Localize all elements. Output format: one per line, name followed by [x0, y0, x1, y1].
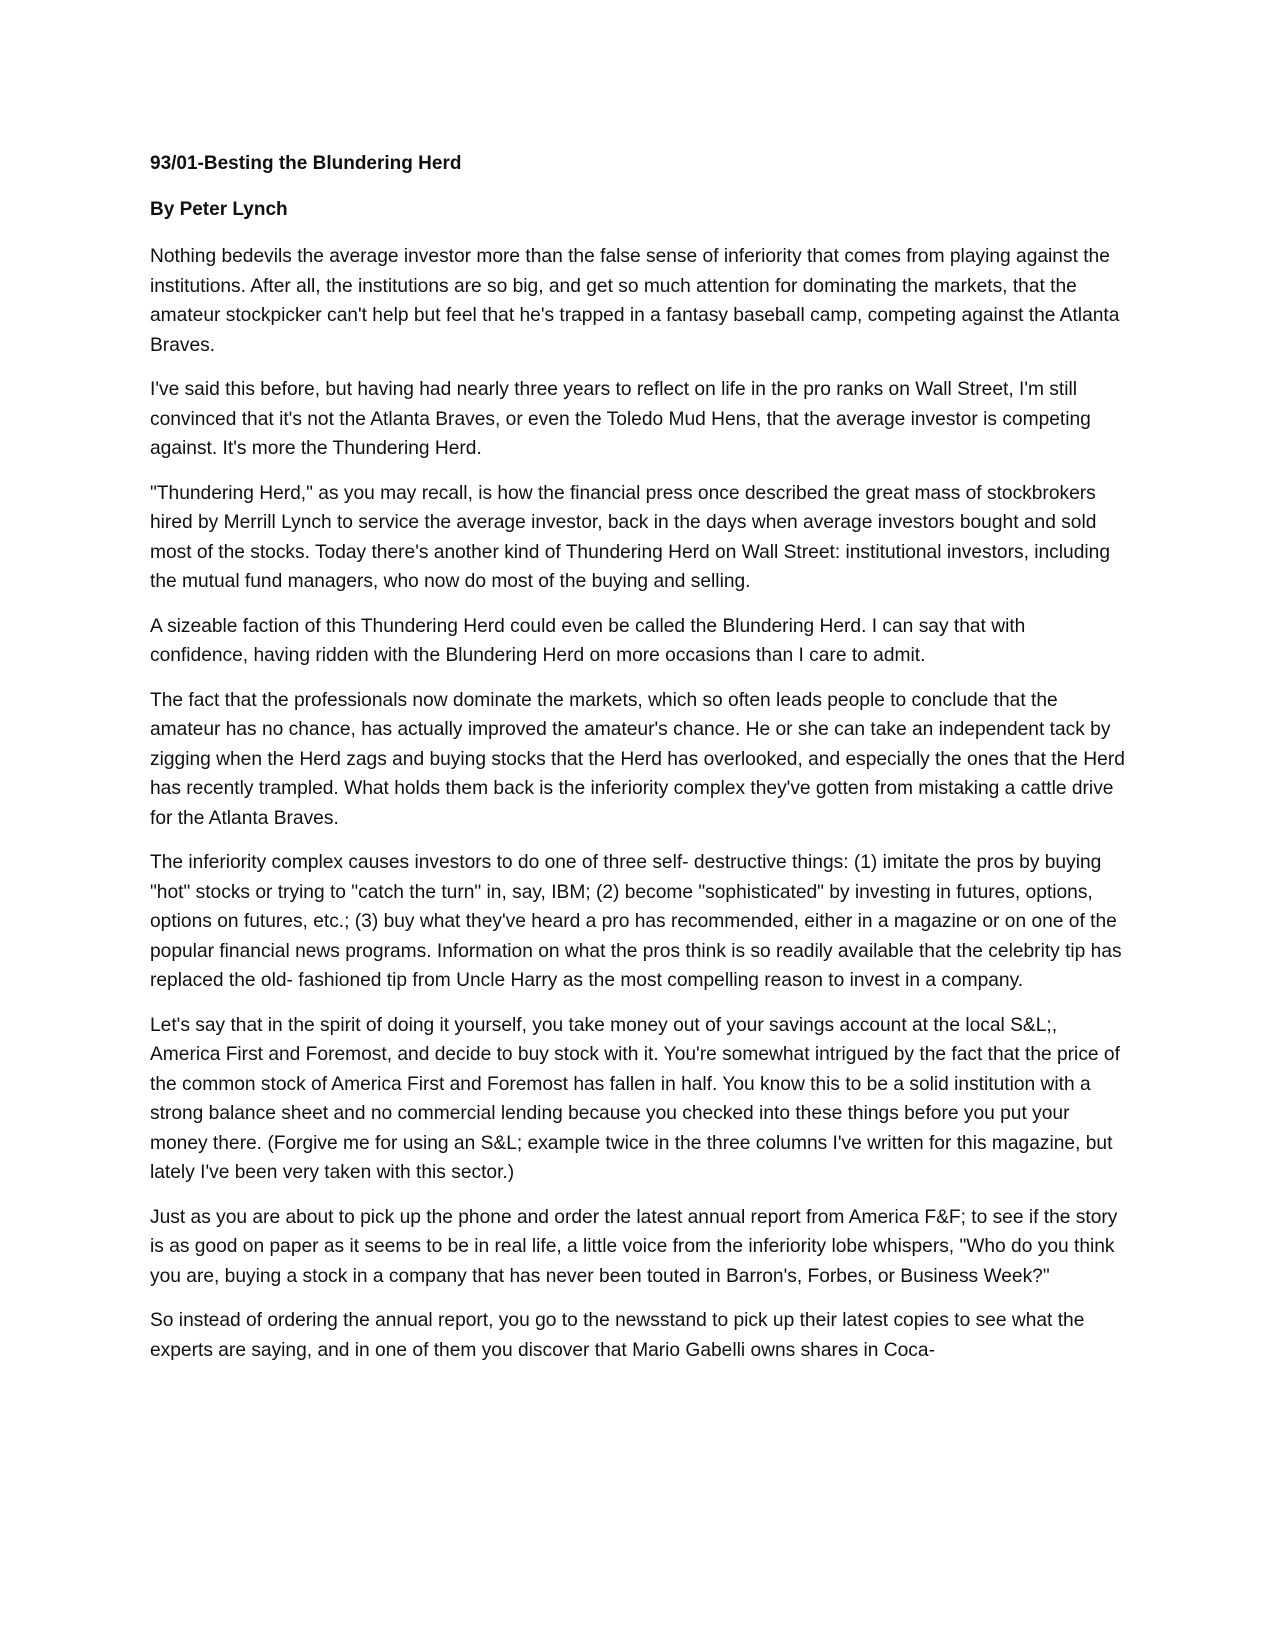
- paragraph: A sizeable faction of this Thundering Herd could even be called the Blundering Herd. I can say that with confidence, having ridden with the Blundering Herd on more occasions than I care to admit.: [150, 615, 1026, 666]
- paragraph: Let's say that in the spirit of doing it yourself, you take money out of your savings account at the local S&L;, America First and Foremost, and decide to buy stock with it. You're somewhat intrigued by the fact that the price of the common stock of America First and Foremost has fallen in half. You know this to be a solid institution with a strong balance sheet and no commercial lending because you checked into these things before you put your money there. (Forgive me for using an S&L; example twice in the three columns I've written for this magazine, but lately I've been very taken with this sector.): [150, 1014, 1120, 1183]
- paragraph: The fact that the professionals now dominate the markets, which so often leads people to conclude that the amateur has no chance, has actually improved the amateur's chance. He or she can take an independent tack by zigging when the Herd zags and buying stocks that the Herd has overlooked, and especially the ones that the Herd has recently trampled. What holds them back is the inferiority complex they've gotten from mistaking a cattle drive for the Atlanta Braves.: [150, 689, 1125, 829]
- article-title: 93/01-Besting the Blundering Herd: [150, 153, 462, 174]
- paragraph: I've said this before, but having had nearly three years to reflect on life in the pro ranks on Wall Street, I'm still convinced that it's not the Atlanta Braves, or even the Toledo Mud Hens, that the average investor is competing against. It's more the Thundering Herd.: [150, 379, 1091, 459]
- article-body: [150, 150, 1125, 1380]
- article-byline: By Peter Lynch: [150, 199, 288, 220]
- paragraph: Just as you are about to pick up the phone and order the latest annual report from America F&F; to see if the story is as good on paper as it seems to be in real life, a little voice from the inferiority lobe whispers, "Who do you think you are, buying a stock in a company that has never been touted in Barron's, Forbes, or Business Week?": [150, 1206, 1118, 1287]
- paragraph: So instead of ordering the annual report, you go to the newsstand to pick up their latest copies to see what the experts are saying, and in one of them you discover that Mario Gabelli owns shares in Coca-: [150, 1310, 1085, 1361]
- paragraph: "Thundering Herd," as you may recall, is how the financial press once described the great mass of stockbrokers hired by Merrill Lynch to service the average investor, back in the days when average investors bought and sold most of the stocks. Today there's another kind of Thundering Herd on Wall Street: institutional investors, including the mutual fund managers, who now do most of the buying and selling.: [150, 482, 1110, 592]
- paragraph: The inferiority complex causes investors to do one of three self- destructive things: (1) imitate the pros by buying "hot" stocks or trying to "catch the turn" in, say, IBM; (2) become "sophisticated" by investing in futures, options, options on futures, etc.; (3) buy what they've heard a pro has recommended, either in a magazine or on one of the popular financial news programs. Information on what the pros think is so readily available that the celebrity tip has replaced the old- fashioned tip from Uncle Harry as the most compelling reason to invest in a company.: [150, 852, 1122, 991]
- paragraph: Nothing bedevils the average investor more than the false sense of inferiority that comes from playing against the institutions. After all, the institutions are so big, and get so much attention for dominating the markets, that the amateur stockpicker can't help but feel that he's trapped in a fantasy baseball camp, competing against the Atlanta Braves.: [150, 246, 1120, 356]
